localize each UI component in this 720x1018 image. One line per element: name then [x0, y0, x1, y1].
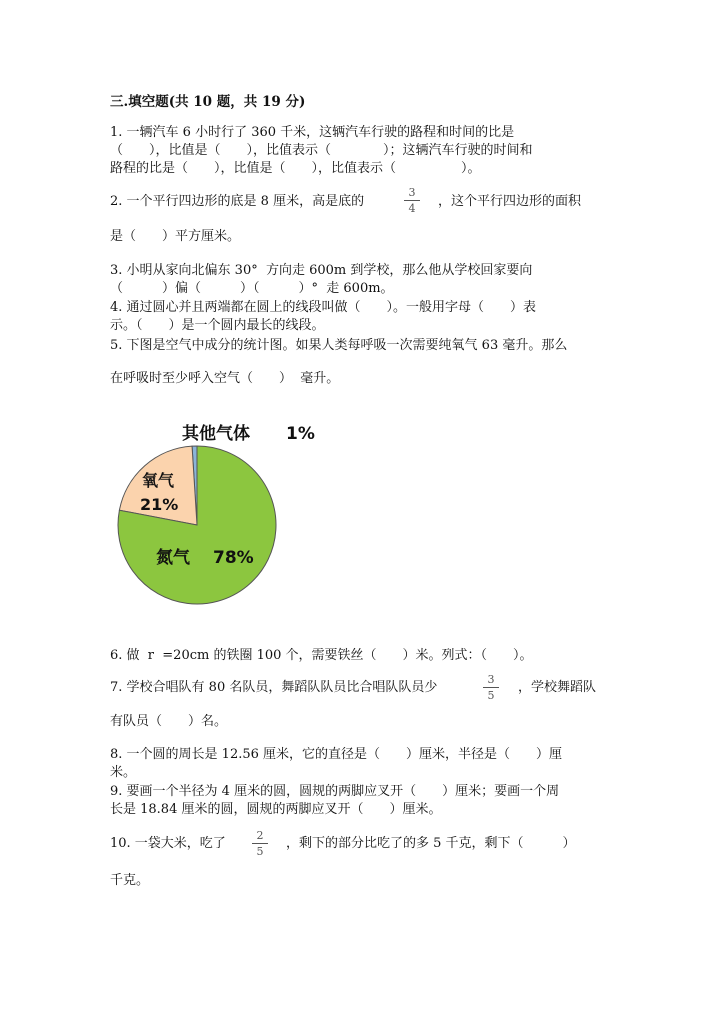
fraction-bar [404, 200, 420, 201]
q10-fraction-denominator: 5 [256, 845, 264, 858]
q2-line-1a: 2. 一个平行四边形的底是 8 厘米，高是底的 [110, 194, 365, 209]
fraction-bar [252, 843, 268, 844]
q2-line-1b: ，这个平行四边形的面积 [438, 194, 582, 209]
q7-line-2: 有队员（ ）名。 [110, 714, 228, 729]
q3-line-2: （ ）偏（ ）（ ）° 走 600m。 [110, 281, 394, 296]
q2-fraction [404, 186, 420, 215]
pie-slices [118, 446, 276, 604]
label-oxygen: 氧气 [142, 471, 175, 490]
q9-line-1: 9. 要画一个半径为 4 厘米的圆，圆规的两脚应叉开（ ）厘米；要画一个周 [110, 784, 560, 799]
q4-line-1: 4. 通过圆心并且两端都在圆上的线段叫做（ ）。一般用字母（ ）表 [110, 300, 537, 315]
q2-fraction-denominator: 4 [408, 202, 416, 215]
q1-line-3: 路程的比是（ ），比值是（ ），比值表示（ ）。 [110, 161, 481, 176]
q1-line-2: （ ），比值是（ ），比值表示（ ）；这辆汽车行驶的时间和 [110, 143, 533, 158]
q6-line-1: 6. 做 r =20cm 的铁圈 100 个，需要铁丝（ ）米。列式：（ ）。 [110, 648, 533, 663]
q10-fraction-numerator: 2 [256, 829, 264, 842]
q1-line-1: 1. 一辆汽车 6 小时行了 360 千米，这辆汽车行驶的路程和时间的比是 [110, 125, 515, 140]
q2-line-2: 是（ ）平方厘米。 [110, 229, 241, 244]
label-other-gas: 其他气体 [182, 424, 250, 444]
q10-line-1a: 10. 一袋大米，吃了 [110, 836, 226, 851]
q10-line-2: 千克。 [110, 873, 150, 888]
q7-line-1a: 7. 学校合唱队有 80 名队员，舞蹈队队员比合唱队队员少 [110, 680, 438, 695]
q8-line-2: 米。 [110, 765, 137, 780]
section-title: 三.填空题(共 10 题，共 19 分) [110, 94, 306, 110]
q8-line-1: 8. 一个圆的周长是 12.56 厘米，它的直径是（ ）厘米，半径是（ ）厘 [110, 747, 563, 762]
q7-fraction-denominator: 5 [487, 689, 495, 702]
q2-fraction-numerator: 3 [408, 186, 416, 199]
q3-line-1: 3. 小明从家向北偏东 30° 方向走 600m 到学校，那么他从学校回家要向 [110, 263, 533, 278]
q10-line-1b: ，剩下的部分比吃了的多 5 千克，剩下（ ） [286, 836, 576, 851]
q10-fraction [252, 829, 268, 858]
label-nitrogen: 氮气 [156, 548, 190, 568]
q5-line-2: 在呼吸时至少呼入空气（ ） 毫升。 [110, 371, 340, 386]
q7-line-1b: ，学校舞蹈队 [518, 680, 597, 695]
q7-fraction [483, 673, 499, 702]
q4-line-2: 示。（ ）是一个圆内最长的线段。 [110, 318, 325, 333]
q7-fraction-numerator: 3 [487, 673, 495, 686]
q5-line-1: 5. 下图是空气中成分的统计图。如果人类每呼吸一次需要纯氧气 63 毫升。那么 [110, 338, 568, 353]
value-oxygen: 21% [140, 495, 179, 514]
value-other-gas: 1% [286, 424, 315, 444]
q9-line-2: 长是 18.84 厘米的圆，圆规的两脚应叉开（ ）厘米。 [110, 802, 442, 817]
fraction-bar [483, 687, 499, 688]
value-nitrogen: 78% [213, 548, 254, 568]
air-composition-pie-chart [110, 410, 330, 610]
